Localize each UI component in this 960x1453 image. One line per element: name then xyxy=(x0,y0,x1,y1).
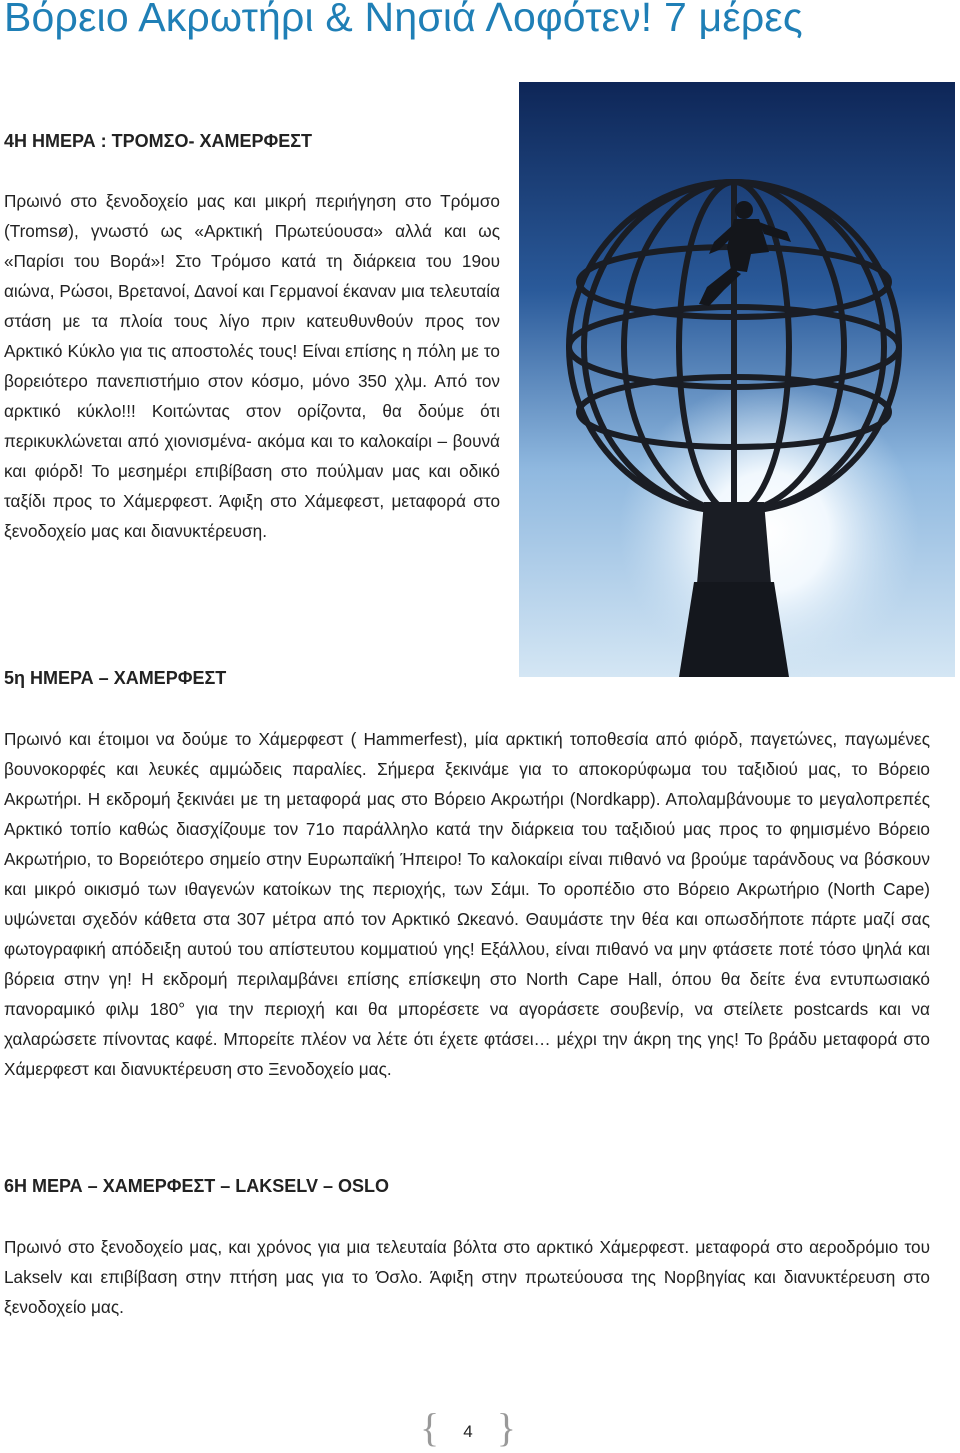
left-brace-icon: { xyxy=(420,1405,440,1450)
document-title: Βόρειο Ακρωτήρι & Νησιά Λοφότεν! 7 μέρες xyxy=(4,0,803,40)
day4-heading: 4Η ΗΜΕΡΑ : ΤΡΟΜΣΟ- ΧΑΜΕΡΦΕΣΤ xyxy=(4,131,313,151)
north-cape-globe-photo xyxy=(519,82,955,677)
day4-paragraph: Πρωινό στο ξενοδοχείο μας και μικρή περιήγηση στο Τρόμσο (Tromsø), γνωστό ως «Αρκτική Πρωτεύουσα» αλλά και ως «Παρίσι του Βορά»! Στο Τρόμσο κατά τη διάρκεια του 19ου αιώνα, Ρώσοι, Βρετανοί, Δανοί και Γερμανοί έκαναν μια τελευταία στάση με τα πλοία τους λίγο πριν κατευθυνθούν προς τον Αρκτικό Κύκλο για τις αποστολές τους! Είναι επίσης η πόλη με το βορειότερο πανεπιστήμιο στον κόσμο, μόνο 350 χλμ. Από τον αρκτικό κύκλο!!! Κοιτώντας στον ορίζοντα, θα δούμε ότι περικυκλώνεται από χιονισμένα- ακόμα και το καλοκαίρι – βουνά και φιόρδ! Το μεσημέρι επιβίβαση στο πούλμαν μας και οδικό ταξίδι προς το Χάμερφεστ. Άφιξη στο Χάμεφεστ, μεταφορά στο ξενοδοχείο μας και διανυκτέρευση. xyxy=(4,191,500,541)
right-brace-icon: } xyxy=(496,1405,516,1450)
day5-heading: 5η ΗΜΕΡΑ – ΧΑΜΕΡΦΕΣΤ xyxy=(4,668,227,688)
day6-heading: 6Η ΜΕΡΑ – ΧΑΜΕΡΦΕΣΤ – LAKSELV – OSLO xyxy=(4,1176,389,1196)
day5-paragraph: Πρωινό και έτοιμοι να δούμε το Χάμερφεστ ( Hammerfest), μία αρκτική τοποθεσία από φιόρδ, παγετώνες, παγωμένες βουνοκορφές και λευκές αμμώδεις παραλίες. Σήμερα ξεκινάμε για το αποκορύφωμα του ταξιδιού μας, το Βόρειο Ακρωτήρι. Η εκδρομή ξεκινάει με τη μεταφορά μας στο Βόρειο Ακρωτήρι (Nordkapp). Απολαμβάνουμε το μεγαλοπρεπές Αρκτικό τοπίο καθώς διασχίζουμε τον 71ο παράλληλο κατά την διάρκεια του ταξιδιού μας προς το φημισμένο Βόρειο Ακρωτήριο, το Βορειότερο σημείο στην Ευρωπαϊκή Ήπειρο! Το καλοκαίρι είναι πιθανό να βρούμε ταράνδους να βόσκουν και μικρό οικισμό των ιθαγενών κατοίκων της περιοχής, των Σάμι. Το οροπέδιο στο Βόρειο Ακρωτήριο (North Cape) υψώνεται σχεδόν κάθετα στα 307 μέτρα από τον Αρκτικό Ωκεανό. Θαυμάστε την θέα και οπωσδήποτε πάρτε μαζί σας φωτογραφική απόδειξη αυτού του απίστευτου κομματιού γης! Εξάλλου, είναι πιθανό να μην φτάσετε ποτέ τόσο ψηλά και βόρεια στην γη! Η εκδρομή περιλαμβάνει επίσης επίσκεψη στο North Cape Hall, όπου θα δείτε ένα εντυπωσιακό πανοραμικό φιλμ 180° για την περιοχή και θα μπορέσετε να αγοράσετε σουβενίρ, να στείλετε postcards και να χαλαρώσετε πίνοντας καφέ. Μπορείτε πλέον να λέτε ότι έχετε φτάσει… μέχρι την άκρη της γης! Το βράδυ μεταφορά στο Χάμερφεστ και διανυκτέρευση στο Ξενοδοχείο μας. xyxy=(4,729,930,1079)
page-footer xyxy=(420,1405,516,1452)
day6-paragraph: Πρωινό στο ξενοδοχείο μας, και χρόνος για μια τελευταία βόλτα στο αρκτικό Χάμερφεστ. μεταφορά στο αεροδρόμιο του Lakselv και επιβίβαση στην πτήση μας για το Όσλο. Άφιξη στην πρωτεύουσα της Νορβηγίας και διανυκτέρευση στο ξενοδοχείο μας. xyxy=(4,1237,930,1317)
page-number: 4 xyxy=(463,1422,473,1441)
